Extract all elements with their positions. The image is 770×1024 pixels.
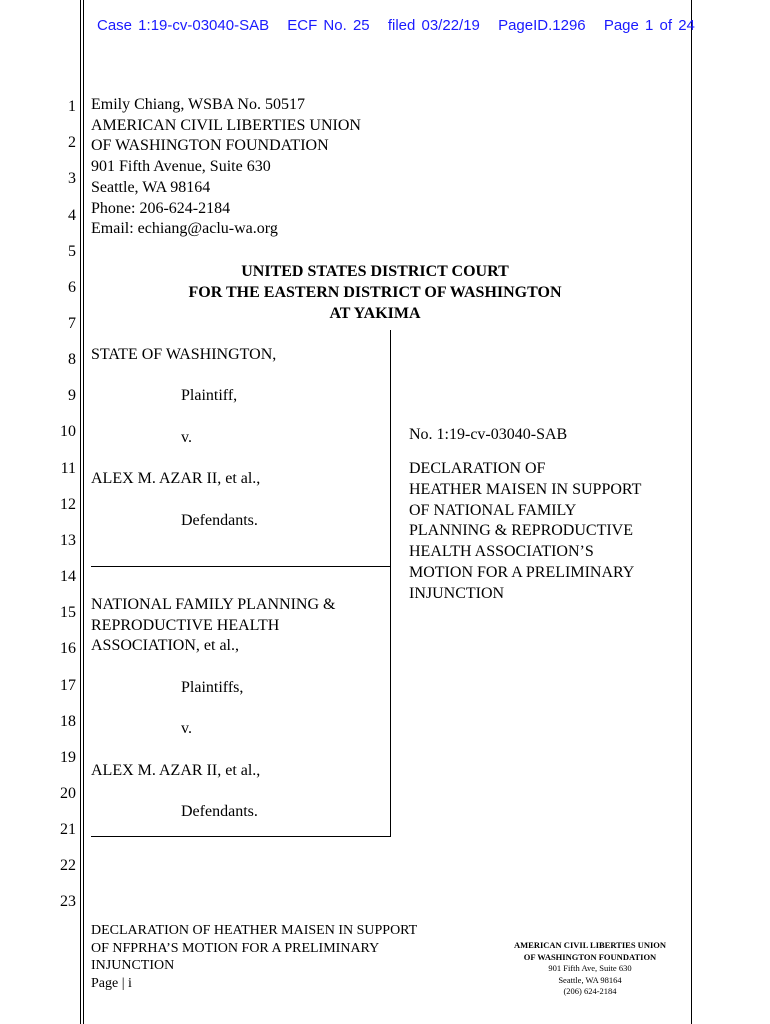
caption1-versus: v. <box>181 429 192 446</box>
attorney-block <box>91 95 361 240</box>
ecf-header <box>97 17 707 34</box>
document-title-line7: INJUNCTION <box>409 584 505 602</box>
line-number: 17 <box>60 677 76 694</box>
caption1-plaintiff-role: Plaintiff, <box>181 387 238 404</box>
line-number: 7 <box>68 315 76 332</box>
caption1-plaintiff: STATE OF WASHINGTON, <box>91 346 277 363</box>
line-number: 15 <box>60 604 76 621</box>
line-number: 16 <box>60 640 76 657</box>
attorney-org-line2: OF WASHINGTON FOUNDATION <box>91 137 329 155</box>
footer-page-label: Page | i <box>91 975 132 991</box>
line-number: 21 <box>60 821 76 838</box>
footer-org-city: Seattle, WA 98164 <box>558 974 622 985</box>
court-title <box>90 261 660 324</box>
document-title-line4: PLANNING & REPRODUCTIVE <box>409 522 633 540</box>
right-margin-rule <box>691 0 692 1024</box>
court-district: FOR THE EASTERN DISTRICT OF WASHINGTON <box>188 284 562 301</box>
ecf-number-header: ECF No. 25 <box>287 17 370 34</box>
filed-date-header: filed 03/22/19 <box>387 17 480 34</box>
left-margin-rule-inner <box>83 0 84 1024</box>
document-title-line1: DECLARATION OF <box>409 460 546 477</box>
caption2-defendant: ALEX M. AZAR II, et al., <box>91 762 261 779</box>
left-margin-rule-outer <box>80 0 81 1024</box>
footer-title-line1: DECLARATION OF HEATHER MAISEN IN SUPPORT <box>91 923 418 938</box>
line-number: 20 <box>60 785 76 802</box>
document-title-line6: MOTION FOR A PRELIMINARY <box>409 563 635 581</box>
footer-org-phone: (206) 624-2184 <box>563 986 617 996</box>
line-number: 23 <box>60 893 76 910</box>
line-number: 13 <box>60 532 76 549</box>
line-number: 10 <box>60 423 76 440</box>
line-number: 11 <box>60 460 76 477</box>
line-number: 6 <box>68 279 76 296</box>
document-title-line5: HEALTH ASSOCIATION’S <box>409 543 594 561</box>
court-name: UNITED STATES DISTRICT COURT <box>241 263 509 280</box>
attorney-address: 901 Fifth Avenue, Suite 630 <box>91 158 271 176</box>
caption2-bottom-rule <box>91 836 391 837</box>
caption-divider-vertical <box>390 330 391 836</box>
line-number: 2 <box>68 134 76 151</box>
footer-org-line1: AMERICAN CIVIL LIBERTIES UNION <box>513 940 667 950</box>
case-number-header: Case 1:19-cv-03040-SAB <box>97 17 270 34</box>
line-number: 3 <box>68 170 76 187</box>
line-number: 14 <box>60 568 76 585</box>
caption1-bottom-rule <box>91 566 391 567</box>
caption2-plaintiff-line2: REPRODUCTIVE HEALTH <box>91 616 280 634</box>
line-number: 5 <box>68 243 76 260</box>
document-title-line3: OF NATIONAL FAMILY <box>409 501 577 519</box>
line-number: 1 <box>68 98 76 115</box>
footer-organization <box>490 940 690 998</box>
attorney-name: Emily Chiang, WSBA No. 50517 <box>91 96 305 113</box>
caption1-defendant-role: Defendants. <box>181 512 258 529</box>
court-division: AT YAKIMA <box>329 305 421 322</box>
caption2-defendant-role: Defendants. <box>181 803 258 820</box>
document-title-line2: HEATHER MAISEN IN SUPPORT <box>409 480 642 498</box>
footer-org-line2: OF WASHINGTON FOUNDATION <box>523 951 657 962</box>
caption1-defendant: ALEX M. AZAR II, et al., <box>91 470 261 487</box>
line-number: 12 <box>60 496 76 513</box>
line-number: 22 <box>60 857 76 874</box>
document-title <box>409 459 641 605</box>
footer-title-line2: OF NFPRHA’S MOTION FOR A PRELIMINARY <box>91 940 380 956</box>
caption2-versus: v. <box>181 720 192 737</box>
page-count-header: Page 1 of 24 <box>603 17 695 34</box>
line-number: 8 <box>68 351 76 368</box>
line-number: 9 <box>68 387 76 404</box>
line-number: 18 <box>60 713 76 730</box>
pageid-header: PageID.1296 <box>498 17 586 34</box>
attorney-email: Email: echiang@aclu-wa.org <box>91 220 278 238</box>
caption2-plaintiff-line1: NATIONAL FAMILY PLANNING & <box>91 596 336 613</box>
attorney-city: Seattle, WA 98164 <box>91 178 211 196</box>
caption2-plaintiff-role: Plaintiffs, <box>181 679 244 696</box>
case-number: No. 1:19-cv-03040-SAB <box>409 426 568 443</box>
caption2-plaintiff <box>91 595 335 657</box>
line-number: 4 <box>68 207 76 224</box>
footer-title-line3: INJUNCTION <box>91 958 175 973</box>
attorney-org-line1: AMERICAN CIVIL LIBERTIES UNION <box>91 116 361 134</box>
footer-org-address: 901 Fifth Ave, Suite 630 <box>548 963 632 973</box>
footer-document-title <box>91 922 417 992</box>
line-number: 19 <box>60 749 76 766</box>
attorney-phone: Phone: 206-624-2184 <box>91 199 231 217</box>
caption2-plaintiff-line3: ASSOCIATION, et al., <box>91 637 239 655</box>
